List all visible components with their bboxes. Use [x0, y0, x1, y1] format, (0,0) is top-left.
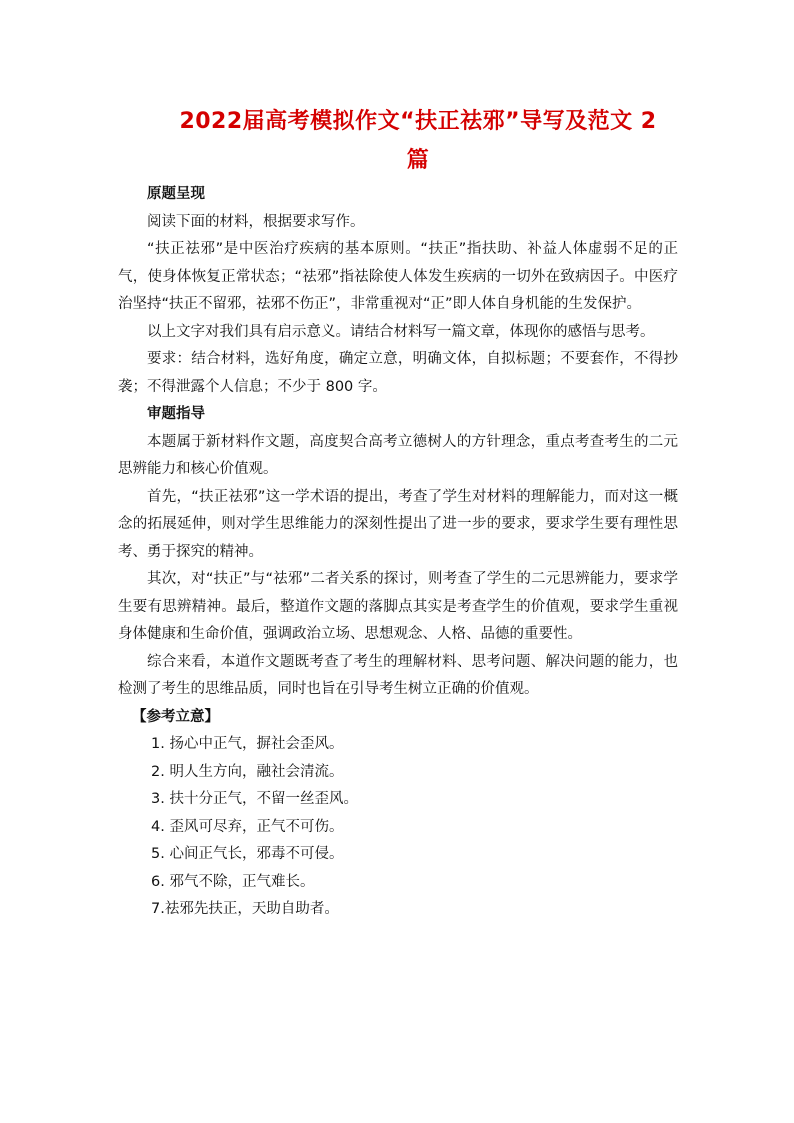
- prompt-requirements: 要求：结合材料，选好角度，确定立意，明确文体，自拟标题；不要套作，不得抄袭；不得泄露个人信息；不少于 800 字。: [118, 351, 678, 395]
- list-item: 2. 明人生方向，融社会清流。: [151, 763, 344, 780]
- list-item: 3. 扶十分正气，不留一丝歪风。: [151, 791, 358, 807]
- document-title: 2022届高考模拟作文“扶正祛邪”导写及范文 2: [179, 109, 657, 134]
- section-heading-guidance: 审题指导: [147, 406, 205, 422]
- guidance-paragraph: 本题属于新材料作文题，高度契合高考立德树人的方针理念，重点考查考生的二元思辨能力和核心价值观。: [118, 433, 678, 477]
- section-heading-reference-ideas: 【参考立意】: [132, 708, 219, 725]
- guidance-paragraph: 首先，“扶正祛邪”这一学术语的提出，考查了学生对材料的理解能力，而对这一概念的拓展延伸，则对学生思维能力的深刻性提出了进一步的要求，要求学生要有理性思考、勇于探究的精神。: [118, 488, 678, 560]
- list-item: 4. 歪风可尽弃，正气不可伤。: [151, 818, 344, 835]
- list-item: 1. 扬心中正气，摒社会歪风。: [151, 736, 344, 752]
- prompt-intro: 阅读下面的材料，根据要求写作。: [147, 213, 365, 230]
- prompt-material: “扶正祛邪”是中医治疗疾病的基本原则。“扶正”指扶助、补益人体虚弱不足的正气，使身体恢复正常状态；“祛邪”指祛除使人体发生疾病的一切外在致病因子。中医疗治坚持“扶正不留邪，祛邪不伤正”，非常重视对“正”即人体自身机能的生发保护。: [118, 241, 678, 312]
- section-heading-original-prompt: 原题呈现: [147, 186, 205, 202]
- document-title-continued: 篇: [406, 148, 430, 173]
- list-item: 7.祛邪先扶正，天助自助者。: [151, 901, 339, 917]
- guidance-paragraph: 综合来看，本道作文题既考查了考生的理解材料、思考问题、解决问题的能力，也检测了考生的思维品质，同时也旨在引导考生树立正确的价值观。: [118, 653, 678, 697]
- guidance-paragraph: 其次，对“扶正”与“祛邪”二者关系的探讨，则考查了学生的二元思辨能力，要求学生要有思辨精神。最后，整道作文题的落脚点其实是考查学生的价值观，要求学生重视身体健康和生命价值，强调政治立场、思想观念、人格、品德的重要性。: [118, 571, 678, 642]
- list-item: 6. 邪气不除，正气难长。: [151, 873, 315, 890]
- list-item: 5. 心间正气长，邪毒不可侵。: [151, 846, 344, 862]
- document-body: [118, 181, 678, 924]
- prompt-task: 以上文字对我们具有启示意义。请结合材料写一篇文章，体现你的感悟与思考。: [147, 323, 655, 340]
